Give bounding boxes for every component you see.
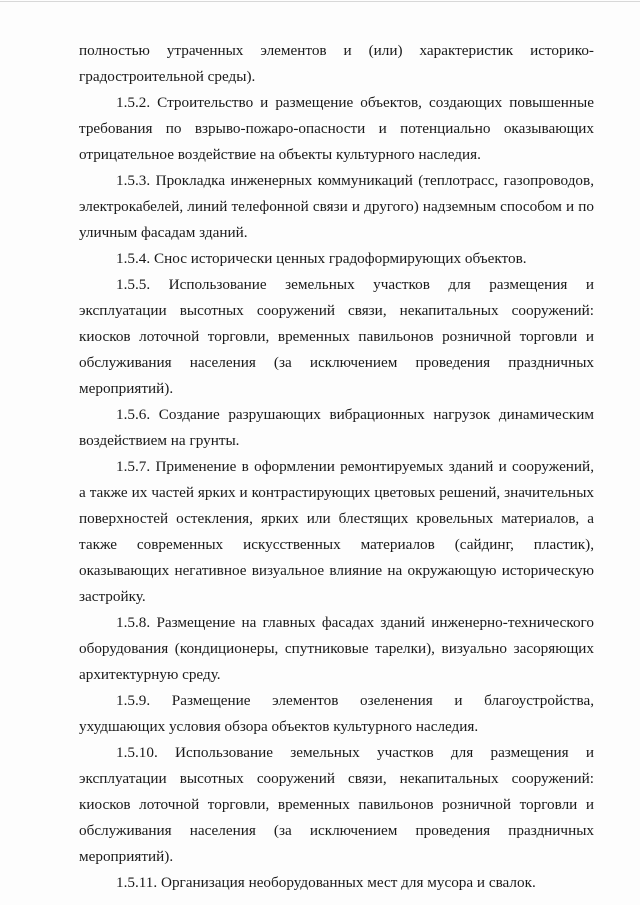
paragraph-1-5-5: 1.5.5. Использование земельных участков для размещения и эксплуатации высотных сооружений связи, некапитальных сооружений: киосков лоточной торговли, временных павильонов розничной торговли и обслуживания населения (за исключением проведения праздничных мероприятий). xyxy=(79,276,594,397)
paragraph-1-5-10: 1.5.10. Использование земельных участков для размещения и эксплуатации высотных сооружений связи, некапитальных сооружений: киосков лоточной торговли, временных павильонов розничной торговли и обслуживания населения (за исключением проведения праздничных мероприятий). xyxy=(79,744,594,865)
paragraph-1-5-9: 1.5.9. Размещение элементов озеленения и благоустройства, ухудшающих условия обзора объектов культурного наследия. xyxy=(79,692,594,735)
paragraph-continuation: полностью утраченных элементов и (или) характеристик историко-градостроительной среды). xyxy=(79,42,594,85)
document-body xyxy=(79,38,594,896)
paragraph-1-5-6: 1.5.6. Создание разрушающих вибрационных нагрузок динамическим воздействием на грунты. xyxy=(79,406,594,449)
paragraph-1-5-11: 1.5.11. Организация необорудованных мест для мусора и свалок. xyxy=(116,874,536,891)
scan-edge-line xyxy=(0,1,640,2)
paragraph-1-5-4: 1.5.4. Снос исторически ценных градоформирующих объектов. xyxy=(116,250,527,267)
paragraph-1-5-2: 1.5.2. Строительство и размещение объектов, создающих повышенные требования по взрыво-пожаро-опасности и потенциально оказывающих отрицательное воздействие на объекты культурного наследия. xyxy=(79,94,594,163)
paragraph-1-5-7: 1.5.7. Применение в оформлении ремонтируемых зданий и сооружений, а также их частей ярких и контрастирующих цветовых решений, значительных поверхностей остекления, ярких или блестящих кровельных материалов, а также современных искусственных материалов (сайдинг, пластик), оказывающих негативное визуальное влияние на окружающую историческую застройку. xyxy=(79,458,594,605)
paragraph-1-5-8: 1.5.8. Размещение на главных фасадах зданий инженерно-технического оборудования (кондиционеры, спутниковые тарелки), визуально засоряющих архитектурную среду. xyxy=(79,614,594,683)
paragraph-1-5-3: 1.5.3. Прокладка инженерных коммуникаций (теплотрасс, газопроводов, электрокабелей, линий телефонной связи и другого) надземным способом и по уличным фасадам зданий. xyxy=(79,172,594,241)
